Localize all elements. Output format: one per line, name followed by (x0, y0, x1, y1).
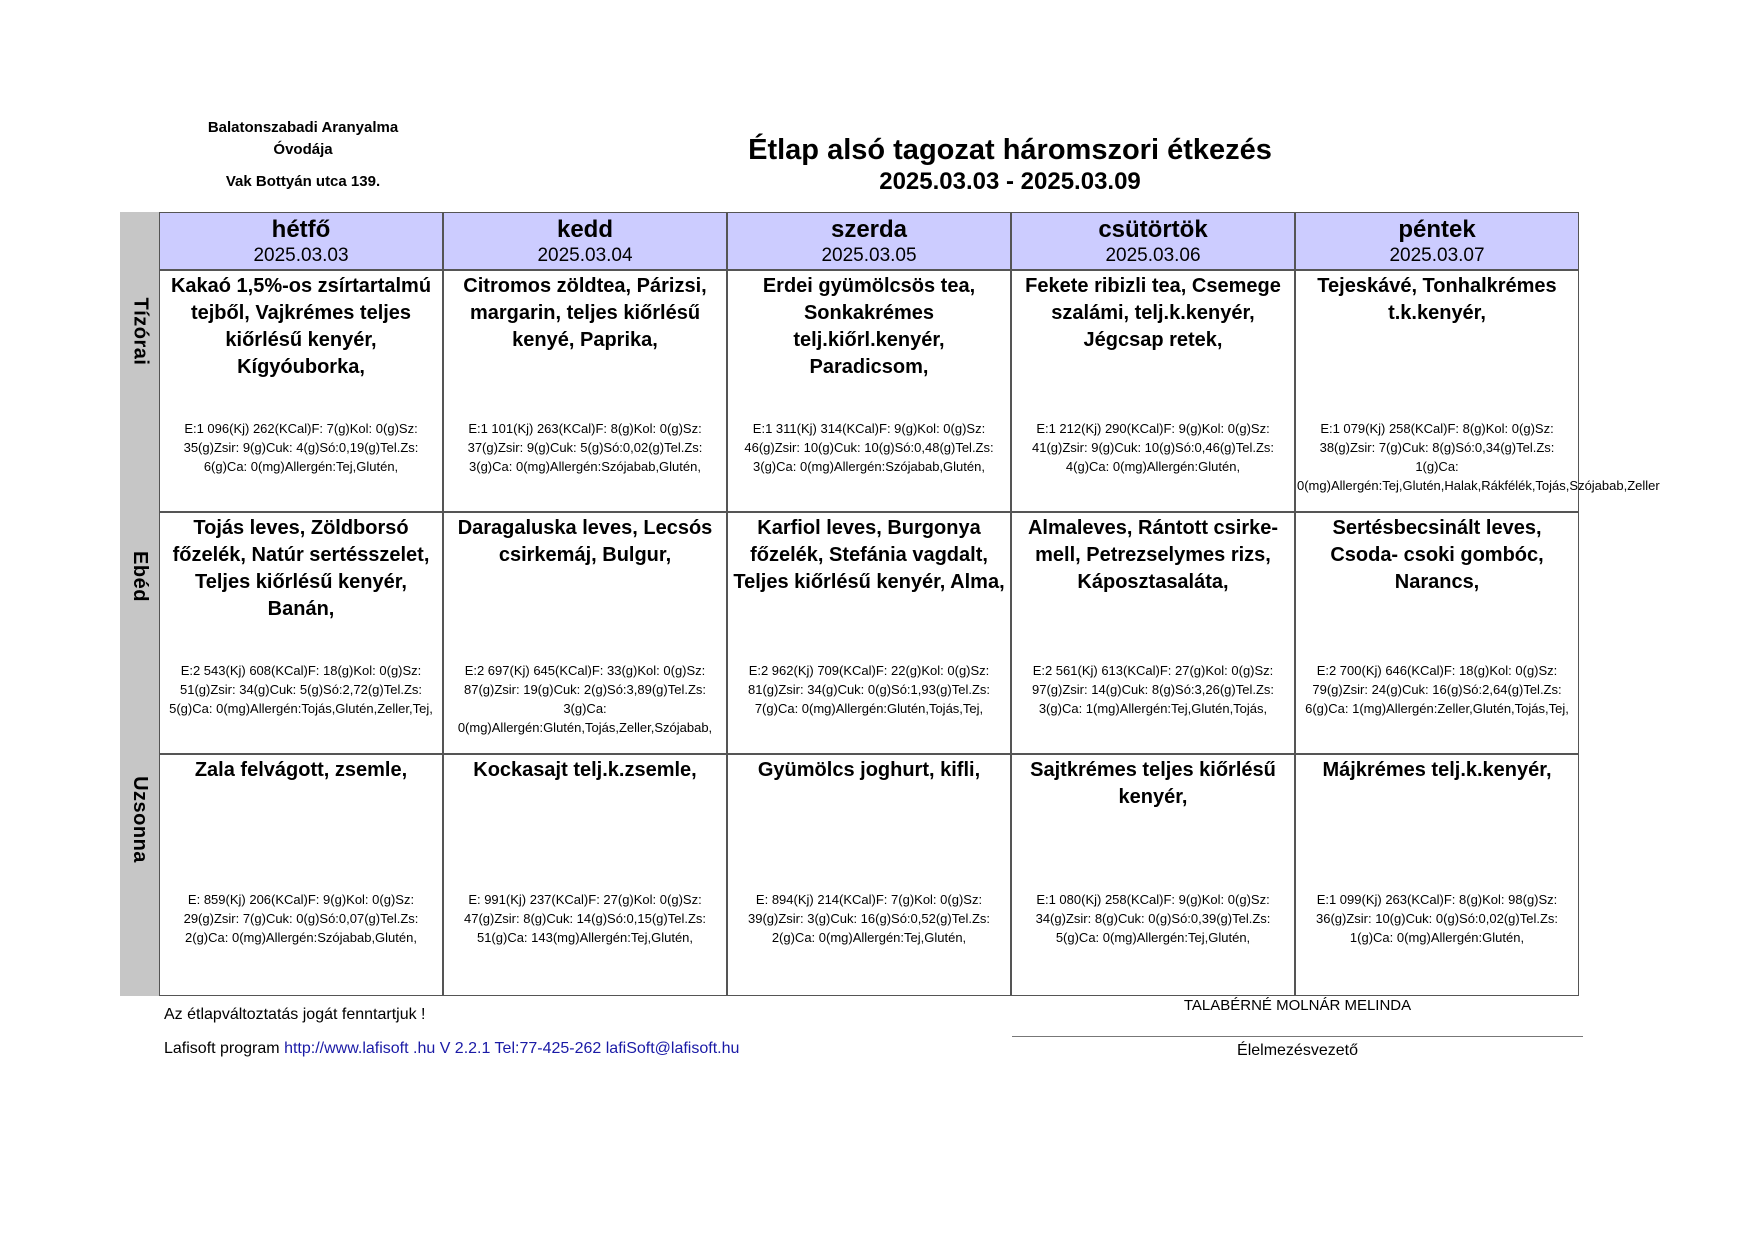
nutrition-info: E: 991(Kj) 237(KCal)F: 27(g)Kol: 0(g)Sz: 47(g)Zsir: 8(g)Cuk: 14(g)Só:0,15(g)Tel.Zs: 51(g)Ca: 143(mg)Allergén:Tej,Glutén, (463, 892, 707, 945)
food-items: Fekete ribizli tea, Csemege szalámi, telj.k.kenyér, Jégcsap retek, (1025, 275, 1281, 351)
menu-title: Étlap alsó tagozat háromszori étkezés (748, 134, 1272, 166)
day-header-friday (1295, 212, 1579, 270)
menu-cell-thursday-uzsonna (1011, 754, 1295, 996)
menu-cell-thursday-ebed (1011, 512, 1295, 754)
menu-cell-wednesday-ebed (727, 512, 1011, 754)
program-link[interactable]: http://www.lafisoft .hu V 2.2.1 Tel:77-425-262 lafiSoft@lafisoft.hu (284, 1040, 740, 1057)
food-items: Kakaó 1,5%-os zsírtartalmú tejből, Vajkrémes teljes kiőrlésű kenyér, Kígyóuborka, (170, 275, 432, 378)
menu-cell-tuesday-ebed (443, 512, 727, 754)
nutrition-info: E: 859(Kj) 206(KCal)F: 9(g)Kol: 0(g)Sz: 29(g)Zsir: 7(g)Cuk: 0(g)Só:0,07(g)Tel.Zs: 2(g)Ca: 0(mg)Allergén:Szójabab,Glutén, (183, 892, 419, 945)
nutrition-info: E:1 096(Kj) 262(KCal)F: 7(g)Kol: 0(g)Sz: 35(g)Zsir: 9(g)Cuk: 4(g)Só:0,19(g)Tel.Zs: 6(g)Ca: 0(mg)Allergén:Tej,Glutén, (183, 421, 419, 474)
signer-role: Élelmezésvezető (1237, 1042, 1358, 1059)
signature-line (1012, 1036, 1583, 1037)
nutrition-info: E:1 311(Kj) 314(KCal)F: 9(g)Kol: 0(g)Sz: 46(g)Zsir: 10(g)Cuk: 10(g)Só:0,48(g)Tel.Zs: 3(g)Ca: 0(mg)Allergén:Szójabab,Glutén, (744, 421, 994, 474)
menu-cell-tuesday-tizorai (443, 270, 727, 512)
day-date: 2025.03.07 (1389, 245, 1485, 266)
day-date: 2025.03.06 (1105, 245, 1201, 266)
menu-cell-tuesday-uzsonna (443, 754, 727, 996)
menu-cell-friday-ebed (1295, 512, 1579, 754)
menu-cell-monday-uzsonna (159, 754, 443, 996)
menu-cell-friday-uzsonna (1295, 754, 1579, 996)
nutrition-info: E:2 700(Kj) 646(KCal)F: 18(g)Kol: 0(g)Sz: 79(g)Zsir: 24(g)Cuk: 16(g)Só:2,64(g)Tel.Zs: 6(g)Ca: 1(mg)Allergén:Zeller,Glutén,Tojás,Tej, (1305, 663, 1569, 716)
food-items: Karfiol leves, Burgonya főzelék, Stefánia vagdalt, Teljes kiőrlésű kenyér, Alma, (733, 517, 1005, 593)
food-items: Daragaluska leves, Lecsós csirkemáj, Bulgur, (457, 517, 713, 566)
nutrition-info: E:1 080(Kj) 258(KCal)F: 9(g)Kol: 0(g)Sz: 34(g)Zsir: 8(g)Cuk: 0(g)Só:0,39(g)Tel.Zs: 5(g)Ca: 0(mg)Allergén:Tej,Glutén, (1035, 892, 1271, 945)
food-items: Citromos zöldtea, Párizsi, margarin, teljes kiőrlésű kenyé, Paprika, (463, 275, 707, 351)
menu-table (120, 212, 1660, 996)
food-items: Gyümölcs joghurt, kifli, (757, 759, 981, 781)
food-items: Sajtkrémes teljes kiőrlésű kenyér, (1030, 759, 1276, 808)
menu-cell-thursday-tizorai (1011, 270, 1295, 512)
nutrition-info: E: 894(Kj) 214(KCal)F: 7(g)Kol: 0(g)Sz: 39(g)Zsir: 3(g)Cuk: 16(g)Só:0,52(g)Tel.Zs: 2(g)Ca: 0(mg)Allergén:Tej,Glutén, (747, 892, 991, 945)
signer-name: TALABÉRNÉ MOLNÁR MELINDA (1183, 997, 1412, 1014)
institution-name: Balatonszabadi Aranyalma (207, 119, 399, 136)
nutrition-info: E:1 099(Kj) 263(KCal)F: 8(g)Kol: 98(g)Sz: 36(g)Zsir: 10(g)Cuk: 0(g)Só:0,02(g)Tel.Zs: 1(g)Ca: 0(mg)Allergén:Glutén, (1315, 892, 1559, 945)
food-items: Tejeskávé, Tonhalkrémes t.k.kenyér, (1317, 275, 1557, 324)
food-items: Erdei gyümölcsös tea, Sonkakrémes telj.kiőrl.kenyér, Paradicsom, (762, 275, 976, 378)
food-items: Zala felvágott, zsemle, (194, 759, 408, 781)
day-header-monday (159, 212, 443, 270)
menu-period: 2025.03.03 - 2025.03.09 (879, 168, 1141, 195)
change-notice: Az étlapváltoztatás jogát fenntartjuk ! (164, 1006, 426, 1023)
day-name: péntek (1398, 216, 1476, 243)
meal-label-ebed: Ebéd (129, 551, 151, 602)
food-items: Kockasajt telj.k.zsemle, (473, 759, 697, 781)
nutrition-info: E:1 101(Kj) 263(KCal)F: 8(g)Kol: 0(g)Sz: 37(g)Zsir: 9(g)Cuk: 5(g)Só:0,02(g)Tel.Zs: 3(g)Ca: 0(mg)Allergén:Szójabab,Glutén, (467, 421, 703, 474)
nutrition-info: E:2 561(Kj) 613(KCal)F: 27(g)Kol: 0(g)Sz: 97(g)Zsir: 14(g)Cuk: 8(g)Só:3,26(g)Tel.Zs: 3(g)Ca: 1(mg)Allergén:Tej,Glutén,Tojás, (1031, 663, 1275, 716)
institution-name-cont: Óvodája (273, 141, 333, 158)
nutrition-info: E:1 212(Kj) 290(KCal)F: 9(g)Kol: 0(g)Sz: 41(g)Zsir: 9(g)Cuk: 10(g)Só:0,46(g)Tel.Zs: 4(g)Ca: 0(mg)Allergén:Glutén, (1031, 421, 1275, 474)
program-prefix: Lafisoft program (164, 1040, 285, 1057)
institution-address: Vak Bottyán utca 139. (225, 173, 381, 190)
day-header-wednesday (727, 212, 1011, 270)
day-date: 2025.03.04 (537, 245, 633, 266)
day-date: 2025.03.05 (821, 245, 917, 266)
food-items: Sertésbecsinált leves, Csoda- csoki gombóc, Narancs, (1330, 517, 1544, 593)
day-name: kedd (556, 216, 613, 243)
day-date: 2025.03.03 (253, 245, 349, 266)
program-info (164, 1039, 739, 1059)
day-header-tuesday (443, 212, 727, 270)
food-items: Tojás leves, Zöldborsó főzelék, Natúr sertésszelet, Teljes kiőrlésű kenyér, Banán, (172, 517, 430, 620)
menu-cell-monday-tizorai (159, 270, 443, 512)
menu-cell-wednesday-uzsonna (727, 754, 1011, 996)
day-name: hétfő (271, 216, 331, 243)
meal-label-tizorai: Tízórai (129, 297, 152, 366)
meal-label-uzsonna: Uzsonna (129, 776, 151, 863)
menu-cell-friday-tizorai (1295, 270, 1660, 512)
day-name: csütörtök (1098, 216, 1208, 243)
food-items: Almaleves, Rántott csirke-mell, Petrezselymes rizs, Káposztasaláta, (1027, 517, 1279, 593)
nutrition-info: E:2 697(Kj) 645(KCal)F: 33(g)Kol: 0(g)Sz: 87(g)Zsir: 19(g)Cuk: 2(g)Só:3,89(g)Tel.Zs: 3(g)Ca: 0(mg)Allergén:Glutén,Tojás,Zeller,Szójabab, (457, 663, 713, 735)
day-name: szerda (830, 216, 908, 243)
day-header-thursday (1011, 212, 1295, 270)
nutrition-info: E:2 543(Kj) 608(KCal)F: 18(g)Kol: 0(g)Sz: 51(g)Zsir: 34(g)Cuk: 5(g)Só:2,72(g)Tel.Zs: 5(g)Ca: 0(mg)Allergén:Tojás,Glutén,Zeller,Tej, (169, 663, 433, 716)
nutrition-info: E:1 079(Kj) 258(KCal)F: 8(g)Kol: 0(g)Sz: 38(g)Zsir: 7(g)Cuk: 8(g)Só:0,34(g)Tel.Zs: 1(g)Ca: 0(mg)Allergén:Tej,Glutén,Halak,Rákfélék,Tojás,Szójabab,Zeller (1297, 421, 1660, 493)
nutrition-info: E:2 962(Kj) 709(KCal)F: 22(g)Kol: 0(g)Sz: 81(g)Zsir: 34(g)Cuk: 0(g)Só:1,93(g)Tel.Zs: 7(g)Ca: 0(mg)Allergén:Glutén,Tojás,Tej, (747, 663, 991, 716)
food-items: Májkrémes telj.k.kenyér, (1322, 759, 1552, 781)
menu-cell-monday-ebed (159, 512, 443, 754)
menu-cell-wednesday-tizorai (727, 270, 1011, 512)
